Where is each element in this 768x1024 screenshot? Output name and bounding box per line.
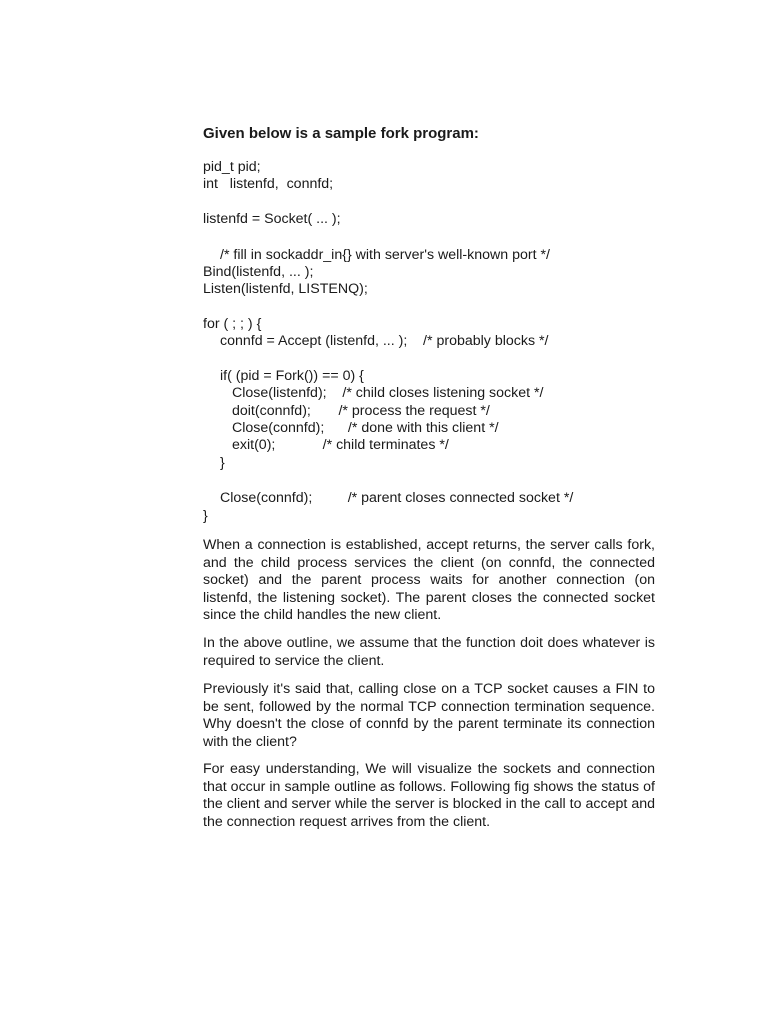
code-line-exit-call: exit(0); /* child terminates */ (232, 437, 449, 453)
code-line-for-close-brace: } (203, 508, 208, 524)
code-line-close-listenfd: Close(listenfd); /* child closes listening socket */ (232, 385, 544, 401)
code-line-socket-call: listenfd = Socket( ... ); (203, 211, 341, 227)
code-line-bind-call: Bind(listenfd, ... ); (203, 264, 314, 280)
section-heading: Given below is a sample fork program: (203, 125, 479, 142)
code-line-int-declaration: int listenfd, connfd; (203, 176, 334, 192)
code-line-accept-call: connfd = Accept (listenfd, ... ); /* probably blocks */ (220, 333, 549, 349)
code-line-doit-call: doit(connfd); /* process the request */ (232, 403, 490, 419)
paragraph-connection-established: When a connection is established, accept returns, the server calls fork, and the child process services the client (on connfd, the connected socket) and the parent process waits for another connection (on listenfd, the listening socket). The parent closes the connected socket since the child handles the new client. (203, 537, 655, 623)
code-line-fork-if: if( (pid = Fork()) == 0) { (220, 368, 364, 384)
paragraph-close-question: Previously it's said that, calling close on a TCP socket causes a FIN to be sent, followed by the normal TCP connection termination sequence. Why doesn't the close of connfd by the parent terminate its connection with the client? (203, 681, 655, 750)
code-line-for-loop: for ( ; ; ) { (203, 316, 262, 332)
paragraph-visualize-sockets: For easy understanding, We will visualize the sockets and connection that occur in sample outline as follows. Following fig shows the status of the client and server while the server is blocked in the call to accept and the connection request arrives from the client. (203, 761, 655, 830)
code-line-if-close-brace: } (220, 455, 225, 471)
paragraph-doit-assumption: In the above outline, we assume that the function doit does whatever is required to service the client. (203, 635, 655, 669)
code-line-sockaddr-comment: /* fill in sockaddr_in{} with server's well-known port */ (220, 247, 550, 263)
code-line-pid-declaration: pid_t pid; (203, 159, 261, 175)
code-line-listen-call: Listen(listenfd, LISTENQ); (203, 281, 368, 297)
code-line-close-connfd-parent: Close(connfd); /* parent closes connected socket */ (220, 490, 574, 506)
code-line-close-connfd-child: Close(connfd); /* done with this client */ (232, 420, 499, 436)
